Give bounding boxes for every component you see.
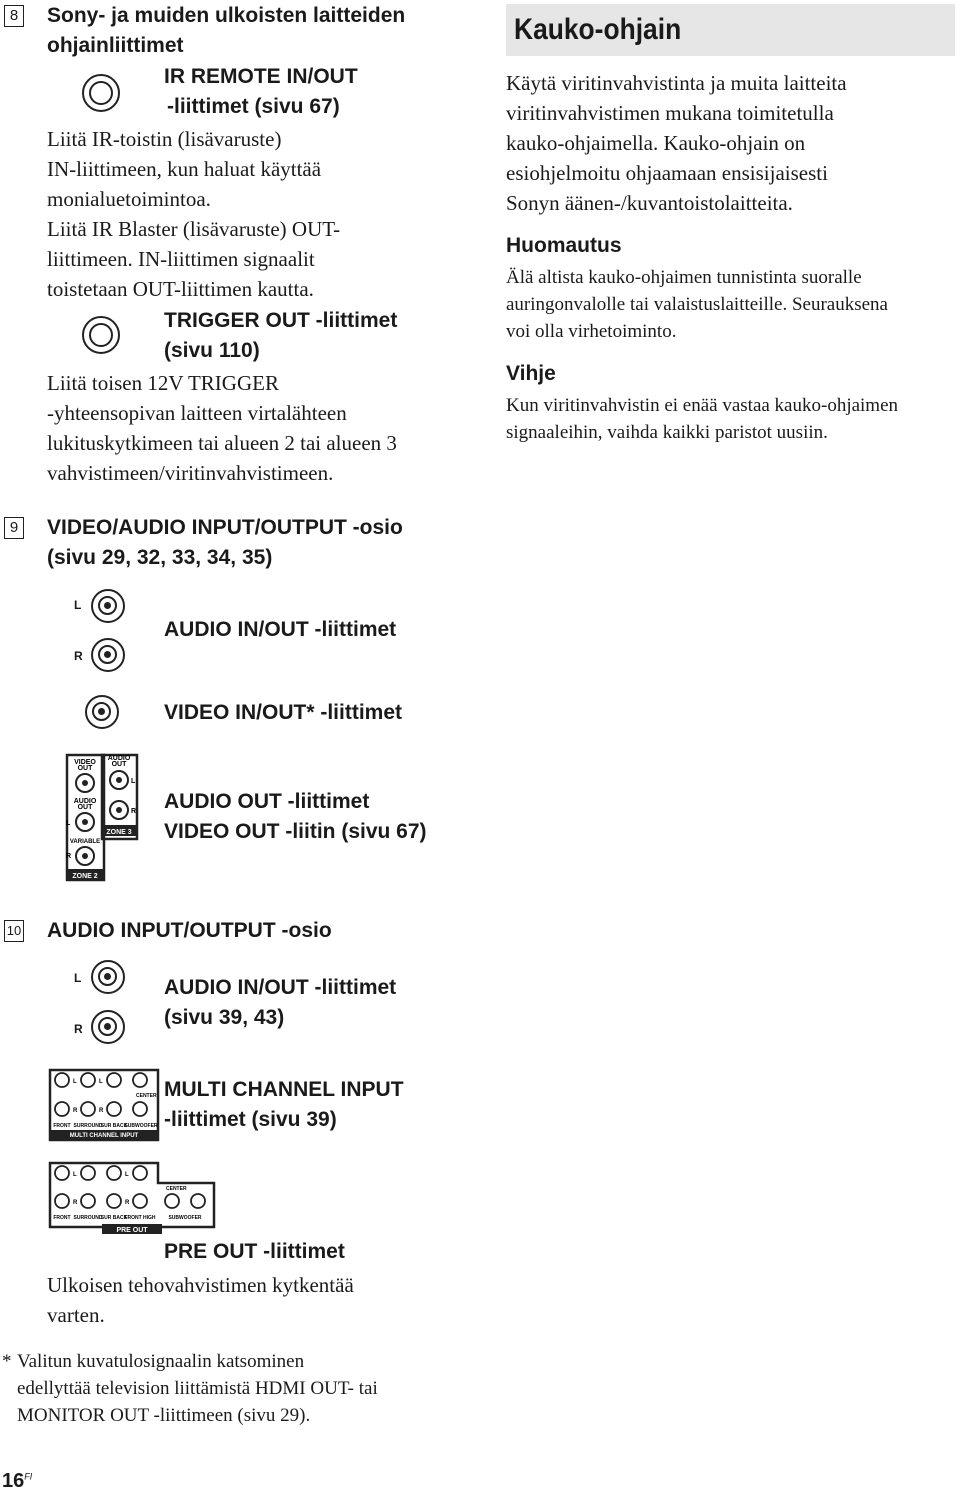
audio2-label-line2: (sivu 39, 43) [164, 1006, 285, 1029]
audio-l-label: L [74, 598, 82, 612]
section8-title-line1: Sony- ja muiden ulkoisten laitteiden [47, 4, 406, 27]
audio2-l-jack-icon [91, 960, 125, 994]
audio2-in-out-label [164, 973, 396, 1033]
trigger-desc-line: vahvistimeen/viritinvahvistimeen. [47, 461, 334, 485]
zone2-l-jack-center [82, 819, 88, 825]
trigger-description [47, 368, 397, 488]
footnote-star: * [2, 1351, 12, 1372]
mc-subwoofer-text: SUBWOOFER [124, 1123, 158, 1129]
footnote [17, 1348, 378, 1429]
remote-desc-line: esiohjelmoitu ohjaamaan ensisijaisesti [506, 161, 828, 185]
pre-out-panel [48, 1161, 218, 1237]
footnote-line: MONITOR OUT -liittimeen (sivu 29). [17, 1405, 311, 1426]
remote-description [506, 68, 847, 218]
mc-surround-text: SURROUND [73, 1123, 103, 1129]
remote-desc-line: Käytä viritinvahvistinta ja muita laitteita [506, 71, 847, 95]
mc-jack [107, 1073, 121, 1087]
panel-audio-out-text: OUT [111, 761, 127, 768]
section9-title-line2: (sivu 29, 32, 33, 34, 35) [47, 546, 273, 569]
pre-desc-line: Ulkoisen tehovahvistimen kytkentää [47, 1273, 354, 1297]
zone-label-line1: AUDIO OUT -liittimet [164, 790, 370, 813]
tip-heading: Vihje [506, 362, 556, 385]
mc-jack [107, 1102, 121, 1116]
mc-l-text: L [73, 1079, 77, 1085]
panel-l-text: L [66, 820, 71, 827]
page-number [2, 1470, 32, 1493]
note-line: Älä altista kauko-ohjaimen tunnistinta suoralle [506, 267, 862, 288]
ir-desc-line: Liitä IR-toistin (lisävaruste) [47, 127, 282, 151]
section-number-9: 9 [4, 517, 24, 539]
multi-channel-input-panel [48, 1068, 160, 1142]
panel-video-out-text: OUT [77, 765, 93, 772]
tip-line: signaaleihin, vaihda kaikki paristot uusiin. [506, 422, 828, 443]
mc-jack [133, 1102, 147, 1116]
mc-r-text: R [73, 1108, 78, 1114]
pre-r-text: R [125, 1200, 130, 1206]
section-number-8: 8 [4, 5, 24, 27]
audio2-r-label: R [74, 1022, 83, 1036]
tip-line: Kun viritinvahvistin ei enää vastaa kauko-ohjaimen [506, 395, 899, 416]
panel-audio-out-text: AUDIO [107, 755, 131, 762]
note-body [506, 264, 888, 345]
pre-banner-text: PRE OUT [116, 1227, 148, 1234]
pre-jack [55, 1194, 69, 1208]
note-line: voi olla virhetoiminto. [506, 321, 677, 342]
pre-l-text: L [73, 1172, 77, 1178]
page-lang: FI [24, 1471, 33, 1482]
mc-jack [55, 1102, 69, 1116]
panel-r-text: R [66, 853, 72, 860]
ir-desc-line: liittimeen. IN-liittimen signaalit [47, 247, 315, 271]
pre-jack [107, 1194, 121, 1208]
audio2-l-label: L [74, 971, 82, 985]
mc-jack [81, 1102, 95, 1116]
pre-fronthigh-text: FRONT HIGH [124, 1215, 156, 1221]
multi-label-line1: MULTI CHANNEL INPUT [164, 1078, 404, 1101]
mc-jack [55, 1073, 69, 1087]
ir-label-line2: -liittimet (sivu 67) [167, 95, 340, 118]
panel-l-text: L [131, 778, 136, 785]
remote-desc-line: kauko-ohjaimella. Kauko-ohjain on [506, 131, 806, 155]
pre-jack [81, 1166, 95, 1180]
mc-center-text: CENTER [136, 1093, 157, 1099]
ir-desc-line: IN-liittimeen, kun haluat käyttää [47, 157, 322, 181]
trigger-desc-line: lukituskytkimeen tai alueen 2 tai alueen 3 [47, 431, 397, 455]
ir-label-line1: IR REMOTE IN/OUT [164, 65, 358, 88]
panel-variable-text: VARIABLE [69, 839, 101, 845]
footnote-line: Valitun kuvatulosignaalin katsominen [17, 1351, 305, 1372]
trigger-label-line2: (sivu 110) [164, 339, 260, 362]
zone-output-panel [62, 753, 152, 883]
pre-front-text: FRONT [53, 1215, 71, 1221]
pre-jack [81, 1194, 95, 1208]
section8-title-line2: ohjainliittimet [47, 34, 184, 57]
pre-jack [165, 1194, 179, 1208]
pre-jack [55, 1166, 69, 1180]
video-in-out-label: VIDEO IN/OUT* -liittimet [164, 701, 403, 724]
section8-title [47, 1, 405, 61]
remote-desc-line: viritinvahvistimen mukana toimitetulla [506, 101, 834, 125]
audio-r-jack-icon [91, 638, 125, 672]
section9-title-line1: VIDEO/AUDIO INPUT/OUTPUT -osio [47, 516, 403, 539]
ir-desc-line: monialuetoimintoa. [47, 187, 211, 211]
pre-jack [191, 1194, 205, 1208]
audio2-label-line1: AUDIO IN/OUT -liittimet [164, 976, 397, 999]
video-jack-icon [85, 695, 119, 729]
ir-desc-line: Liitä IR Blaster (lisävaruste) OUT- [47, 217, 341, 241]
ir-desc-line: toistetaan OUT-liittimen kautta. [47, 277, 314, 301]
trigger-desc-line: Liitä toisen 12V TRIGGER [47, 371, 279, 395]
multi-label-line2: -liittimet (sivu 39) [164, 1108, 337, 1131]
panel-audio-out-text: OUT [77, 804, 93, 811]
page-number-value: 16 [2, 1470, 25, 1492]
mc-surback-text: SUR BACK [100, 1123, 128, 1129]
ir-jack-icon [82, 74, 120, 112]
zone3-r-jack-center [116, 807, 122, 813]
pre-l-text: L [125, 1172, 129, 1178]
pre-subwoofer-text: SUBWOOFER [168, 1215, 202, 1221]
pre-surback-text: SUR BACK [100, 1215, 128, 1221]
pre-surround-text: SURROUND [73, 1215, 103, 1221]
pre-desc-line: varten. [47, 1303, 105, 1327]
tip-body [506, 392, 898, 446]
zone-output-label [164, 787, 427, 847]
section10-title: AUDIO INPUT/OUTPUT -osio [47, 919, 332, 942]
pre-out-description [47, 1270, 354, 1330]
panel-zone2-text: ZONE 2 [72, 873, 98, 880]
audio-l-jack-icon [91, 589, 125, 623]
pre-jack [107, 1166, 121, 1180]
multi-channel-label [164, 1075, 404, 1135]
zone3-l-jack-center [116, 777, 122, 783]
pre-jack [133, 1194, 147, 1208]
mc-l-text: L [99, 1079, 103, 1085]
note-line: auringonvalolle tai valaistuslaitteille. Seurauksena [506, 294, 888, 315]
trigger-desc-line: -yhteensopivan laitteen virtalähteen [47, 401, 347, 425]
mc-front-text: FRONT [53, 1123, 71, 1129]
footnote-line: edellyttää television liittämistä HDMI OUT- tai [17, 1378, 378, 1399]
ir-description [47, 124, 340, 304]
section9-title [47, 513, 403, 573]
mc-banner-text: MULTI CHANNEL INPUT [69, 1133, 139, 1139]
pre-out-label: PRE OUT -liittimet [164, 1240, 345, 1263]
audio-r-label: R [74, 649, 83, 663]
note-heading: Huomautus [506, 234, 622, 257]
remote-desc-line: Sonyn äänen-/kuvantoistolaitteita. [506, 191, 793, 215]
mc-r-text: R [99, 1108, 104, 1114]
mc-jack [133, 1073, 147, 1087]
trigger-label [164, 306, 397, 366]
zone2-r-jack-center [82, 853, 88, 859]
trigger-label-line1: TRIGGER OUT -liittimet [164, 309, 398, 332]
audio-in-out-label: AUDIO IN/OUT -liittimet [164, 618, 397, 641]
trigger-jack-icon [82, 316, 120, 354]
panel-video-out-text: VIDEO [74, 759, 96, 766]
audio2-r-jack-icon [91, 1010, 125, 1044]
panel-zone3-text: ZONE 3 [106, 829, 132, 836]
panel-audio-out-text: AUDIO [73, 798, 97, 805]
pre-center-text: CENTER [166, 1186, 187, 1192]
ir-remote-label [164, 62, 358, 122]
pre-jack [133, 1166, 147, 1180]
zone-label-line2: VIDEO OUT -liitin (sivu 67) [164, 820, 427, 843]
remote-title: Kauko-ohjain [514, 13, 682, 46]
mc-jack [81, 1073, 95, 1087]
section-number-10: 10 [4, 920, 24, 942]
panel-r-text: R [131, 808, 137, 815]
zone-video-jack-center [82, 780, 88, 786]
pre-r-text: R [73, 1200, 78, 1206]
